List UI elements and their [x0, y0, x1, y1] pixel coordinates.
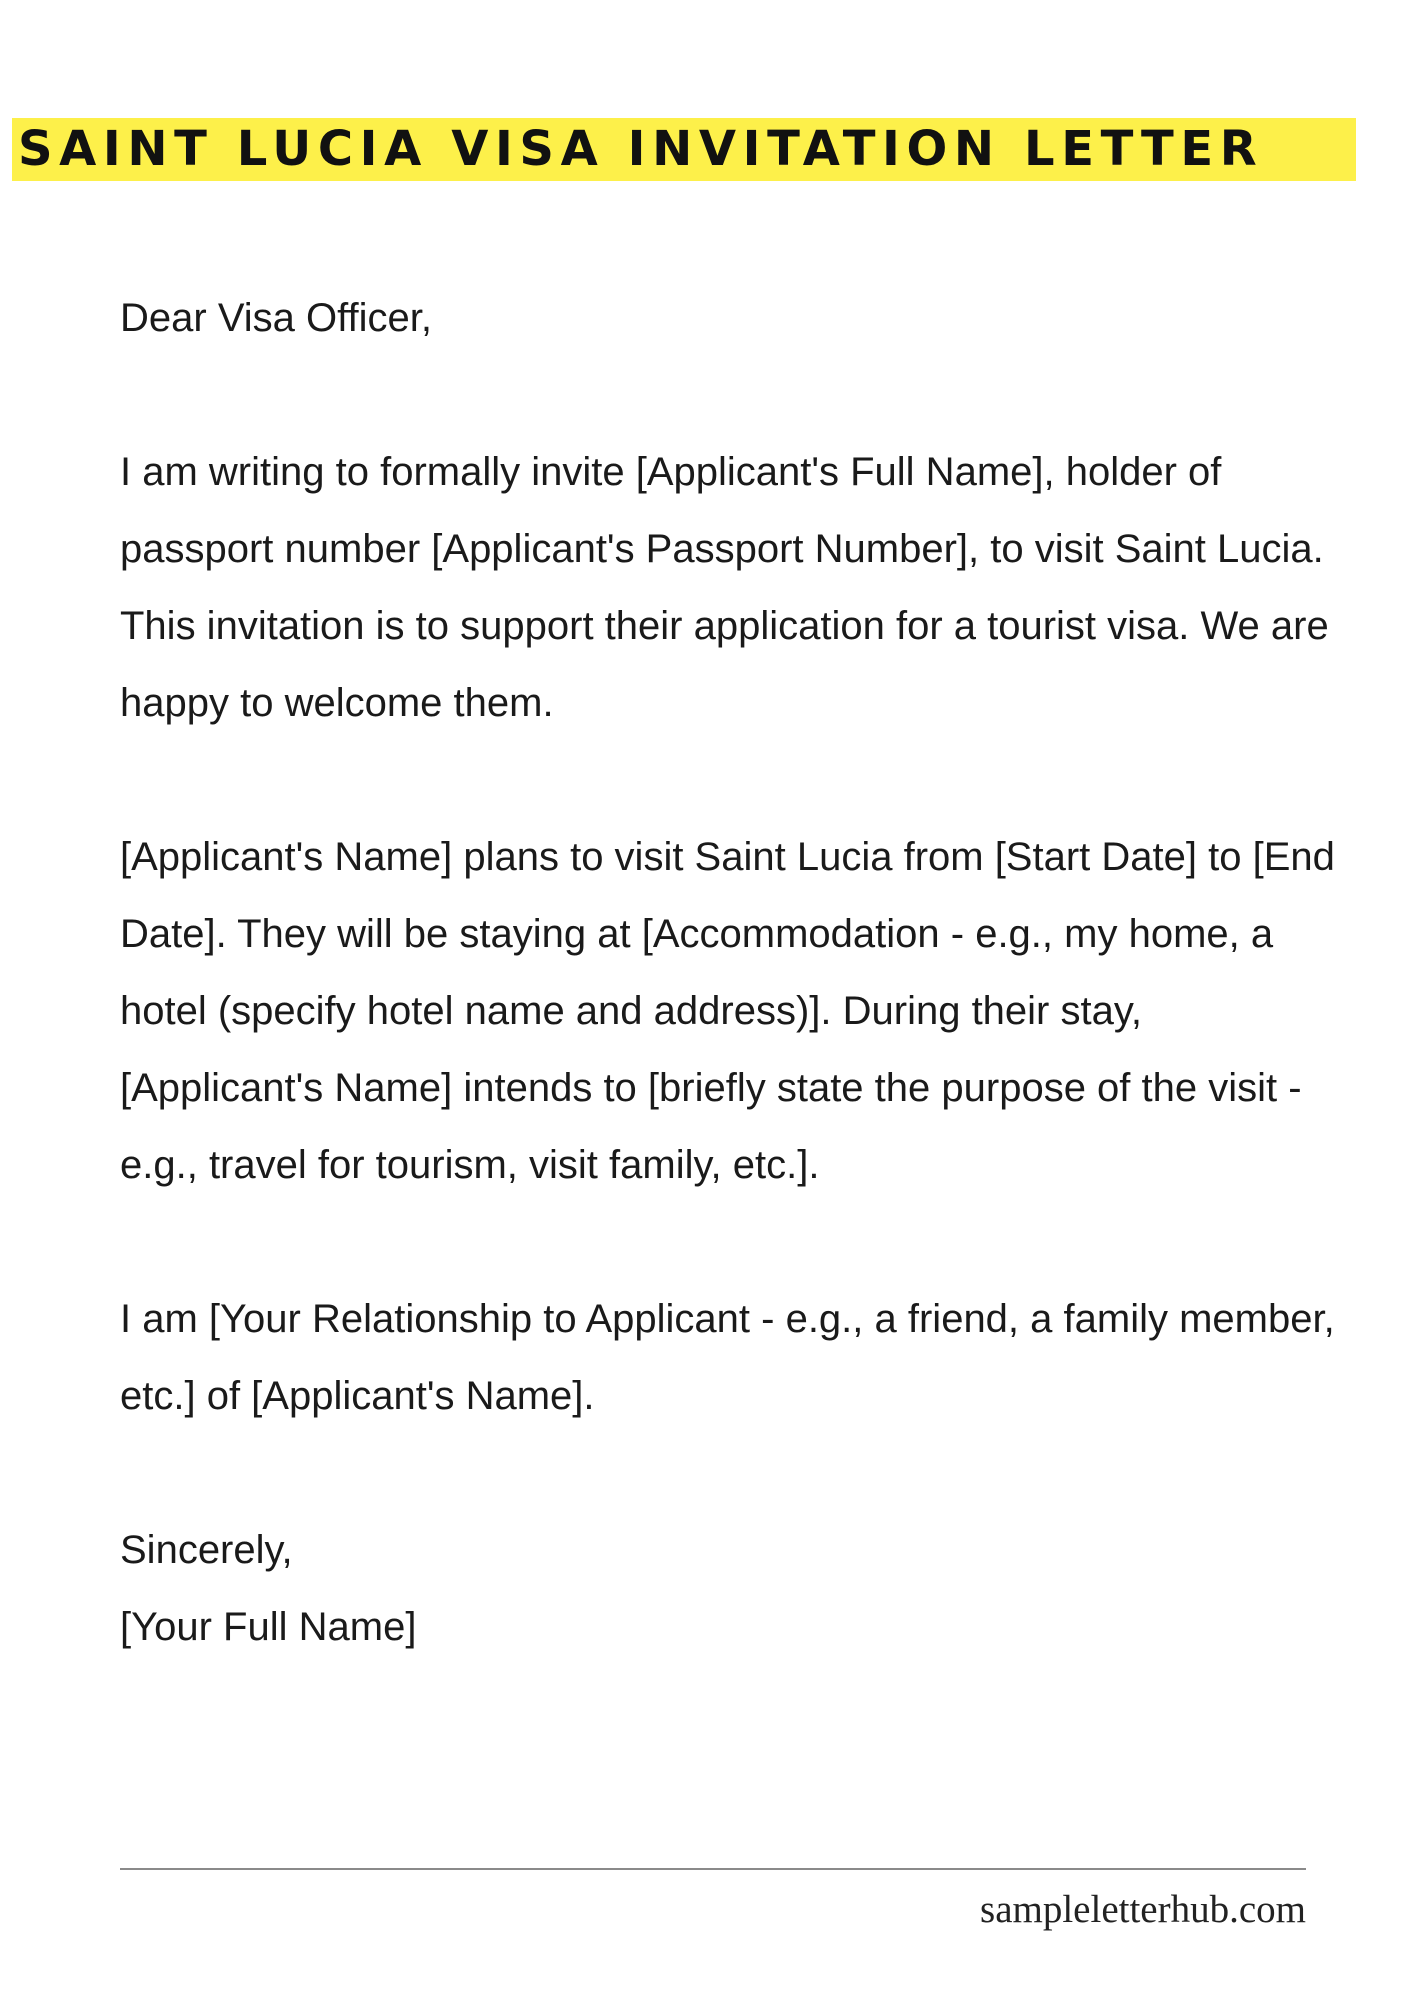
- paragraph-spacer: [120, 357, 1350, 434]
- footer-divider: [120, 1868, 1306, 1870]
- paragraph-visit-details: [Applicant's Name] plans to visit Saint Lucia from [Start Date] to [End Date]. They will be staying at [Accommodation - e.g., my home, a hotel (specify hotel name and address)]. During their stay, [Applicant's Name] intends to [briefly state the purpose of the visit - e.g., travel for tourism, visit family, etc.].: [120, 835, 1335, 1187]
- letter-body: [120, 280, 1350, 1666]
- page-title: SAINT LUCIA VISA INVITATION LETTER: [18, 121, 1264, 177]
- paragraph-spacer: [120, 1435, 1350, 1512]
- paragraph-relationship: I am [Your Relationship to Applicant - e.g., a friend, a family member, etc.] of [Applicant's Name].: [120, 1297, 1335, 1418]
- paragraph-spacer: [120, 742, 1350, 819]
- closing: Sincerely,: [120, 1528, 293, 1572]
- paragraph-invitation: I am writing to formally invite [Applicant's Full Name], holder of passport number [Applicant's Passport Number], to visit Saint Lucia. This invitation is to support their application for a tourist visa. We are happy to welcome them.: [120, 450, 1329, 725]
- paragraph-spacer: [120, 1204, 1350, 1281]
- signature-name: [Your Full Name]: [120, 1605, 417, 1649]
- website-link[interactable]: sampleletterhub.com: [980, 1888, 1306, 1931]
- title-highlight: [12, 118, 1356, 181]
- salutation: Dear Visa Officer,: [120, 296, 432, 340]
